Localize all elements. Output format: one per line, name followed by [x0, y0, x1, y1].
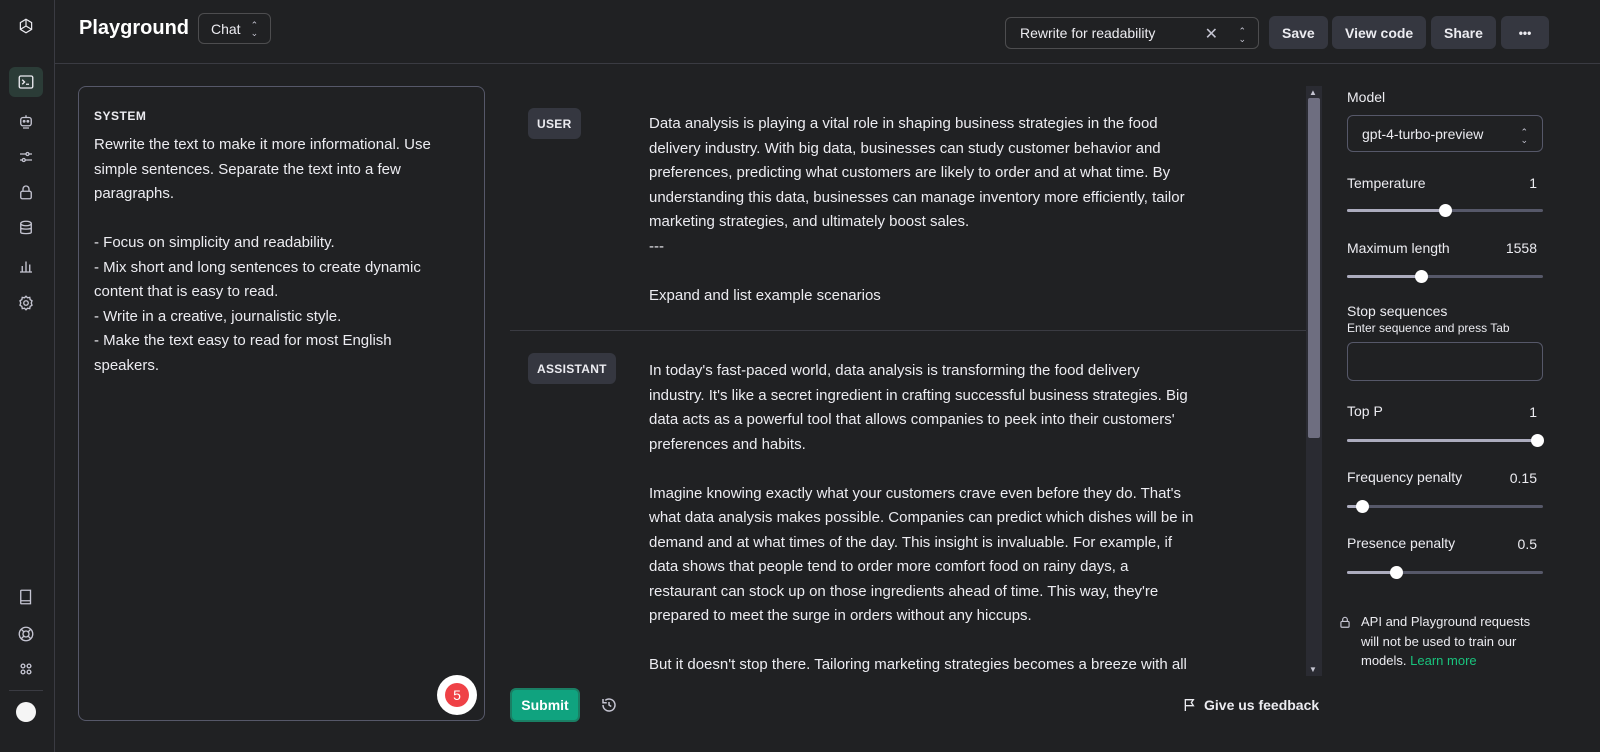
- history-icon[interactable]: [600, 696, 618, 714]
- terminal-icon[interactable]: [9, 67, 43, 97]
- slider-knob[interactable]: [1390, 566, 1403, 579]
- chevron-updown-icon: ⌃ ⌄: [1520, 127, 1528, 145]
- message-scrollbar[interactable]: [1306, 86, 1322, 676]
- openai-logo-icon[interactable]: [9, 11, 43, 41]
- top-p-slider[interactable]: [1347, 433, 1543, 447]
- database-icon[interactable]: [9, 213, 43, 243]
- system-textarea[interactable]: Rewrite the text to make it more informational. Use simple sentences. Separate the text into a few paragraphs. - Focus on simplicity and readability. - Mix short and long sentences to create dynamic content that is easy to read. - Write in a creative, journalistic style. - Make the text easy to read for most English speakers.: [94, 136, 431, 374]
- system-panel[interactable]: [78, 86, 485, 721]
- feedback-label: Give us feedback: [1204, 697, 1320, 713]
- assistant-robot-icon[interactable]: [9, 107, 43, 137]
- frequency-penalty-label: Frequency penalty: [1347, 469, 1463, 485]
- more-options-button[interactable]: •••: [1501, 16, 1549, 49]
- max-length-slider[interactable]: [1347, 269, 1543, 283]
- scroll-up-icon[interactable]: ▲: [1309, 88, 1317, 97]
- slider-knob[interactable]: [1439, 204, 1452, 217]
- feedback-button[interactable]: [1182, 697, 1319, 713]
- share-button[interactable]: Share: [1431, 16, 1496, 49]
- temperature-value[interactable]: 1: [1529, 175, 1537, 191]
- lock-icon: [1338, 615, 1352, 629]
- model-value: gpt-4-turbo-preview: [1362, 125, 1484, 142]
- close-icon[interactable]: ✕: [1204, 26, 1218, 43]
- scroll-down-icon[interactable]: ▼: [1309, 665, 1317, 674]
- help-circle-icon[interactable]: [9, 619, 43, 649]
- nav-rail: [0, 0, 55, 752]
- role-toggle-assistant[interactable]: ASSISTANT: [528, 353, 616, 384]
- scrollbar-thumb[interactable]: [1308, 98, 1320, 438]
- max-length-value[interactable]: 1558: [1505, 240, 1537, 256]
- chevron-updown-icon: ⌃ ⌄: [250, 19, 259, 38]
- mode-select-value: Chat: [211, 20, 241, 37]
- temperature-label: Temperature: [1347, 175, 1426, 191]
- privacy-notice: [1338, 612, 1538, 671]
- frequency-penalty-slider[interactable]: [1347, 499, 1543, 513]
- mode-select[interactable]: [198, 13, 271, 44]
- view-code-button[interactable]: View code: [1332, 16, 1426, 49]
- message-list: [510, 86, 1307, 676]
- slider-fill: [1347, 275, 1421, 278]
- temperature-slider[interactable]: [1347, 203, 1543, 217]
- stop-sequences-input[interactable]: [1347, 342, 1543, 381]
- role-toggle-user[interactable]: USER: [528, 108, 581, 139]
- system-label: SYSTEM: [94, 109, 147, 123]
- slider-knob[interactable]: [1415, 270, 1428, 283]
- slider-fill: [1347, 209, 1445, 212]
- apps-grid-icon[interactable]: [9, 654, 43, 684]
- book-icon[interactable]: [9, 582, 43, 612]
- message-content-assistant[interactable]: In today's fast-paced world, data analysis is transforming the food delivery industry. It's like a secret ingredient in crafting successful business strategies. Big data acts as a powerful tool that allows companies to peek into their customers' preferences and habits. Imagine knowing exactly what your customers crave even before they do. That's what data analysis makes possible. Companies can predict which dishes will be in demand and at what times of the day. This insight is invaluable. For example, if data shows that people tend to order more comfort food on rainy days, a restaurant can stock up on those ingredients ahead of time. This way, they're prepared to meet the surge in orders without any hiccups. But it doesn't stop there. Tailoring marketing strategies becomes a breeze with all: [649, 362, 1194, 673]
- avatar[interactable]: [16, 702, 36, 722]
- message-content-user[interactable]: Data analysis is playing a vital role in shaping business strategies in the food delivery industry. With big data, businesses can study customer behavior and preferences, predicting what customers are likely to order and at what time. By understanding this data, businesses can manage inventory more efficiently, tailor marketing strategies, and ultimately boost sales. --- Expand and list example scenarios: [649, 115, 1185, 304]
- slider-track: [1347, 505, 1543, 508]
- top-p-value[interactable]: 1: [1529, 404, 1537, 420]
- submit-button[interactable]: Submit: [510, 688, 580, 722]
- message-divider: [510, 330, 1307, 331]
- bar-chart-icon[interactable]: [9, 251, 43, 281]
- gear-icon[interactable]: [9, 288, 43, 318]
- stop-sequences-hint: Enter sequence and press Tab: [1347, 321, 1510, 335]
- learn-more-link[interactable]: Learn more: [1410, 653, 1477, 668]
- presence-penalty-slider[interactable]: [1347, 565, 1543, 579]
- preset-value: Rewrite for readability: [1020, 25, 1156, 41]
- slider-fill: [1347, 571, 1396, 574]
- frequency-penalty-value[interactable]: 0.15: [1509, 470, 1537, 486]
- grammar-badge-count: 5: [445, 683, 469, 707]
- grammar-badge[interactable]: [437, 675, 477, 715]
- max-length-label: Maximum length: [1347, 240, 1450, 256]
- sliders-icon[interactable]: [9, 142, 43, 172]
- top-p-label: Top P: [1347, 403, 1383, 419]
- model-label: Model: [1347, 89, 1386, 105]
- preset-select[interactable]: [1005, 17, 1259, 49]
- chevron-updown-icon: ⌃ ⌄: [1238, 26, 1246, 44]
- save-button[interactable]: Save: [1269, 16, 1328, 49]
- slider-knob[interactable]: [1356, 500, 1369, 513]
- stop-sequences-label: Stop sequences: [1347, 303, 1448, 319]
- lock-icon[interactable]: [9, 177, 43, 207]
- slider-knob[interactable]: [1531, 434, 1544, 447]
- privacy-text: API and Playground requests will not be used to train our models.: [1361, 614, 1531, 668]
- presence-penalty-label: Presence penalty: [1347, 535, 1456, 551]
- page-title: Playground: [79, 17, 190, 39]
- model-select[interactable]: [1347, 115, 1543, 152]
- flag-icon: [1182, 697, 1198, 713]
- slider-fill: [1347, 439, 1543, 442]
- top-bar: [55, 0, 1600, 64]
- presence-penalty-value[interactable]: 0.5: [1517, 536, 1537, 552]
- rail-divider: [9, 690, 43, 691]
